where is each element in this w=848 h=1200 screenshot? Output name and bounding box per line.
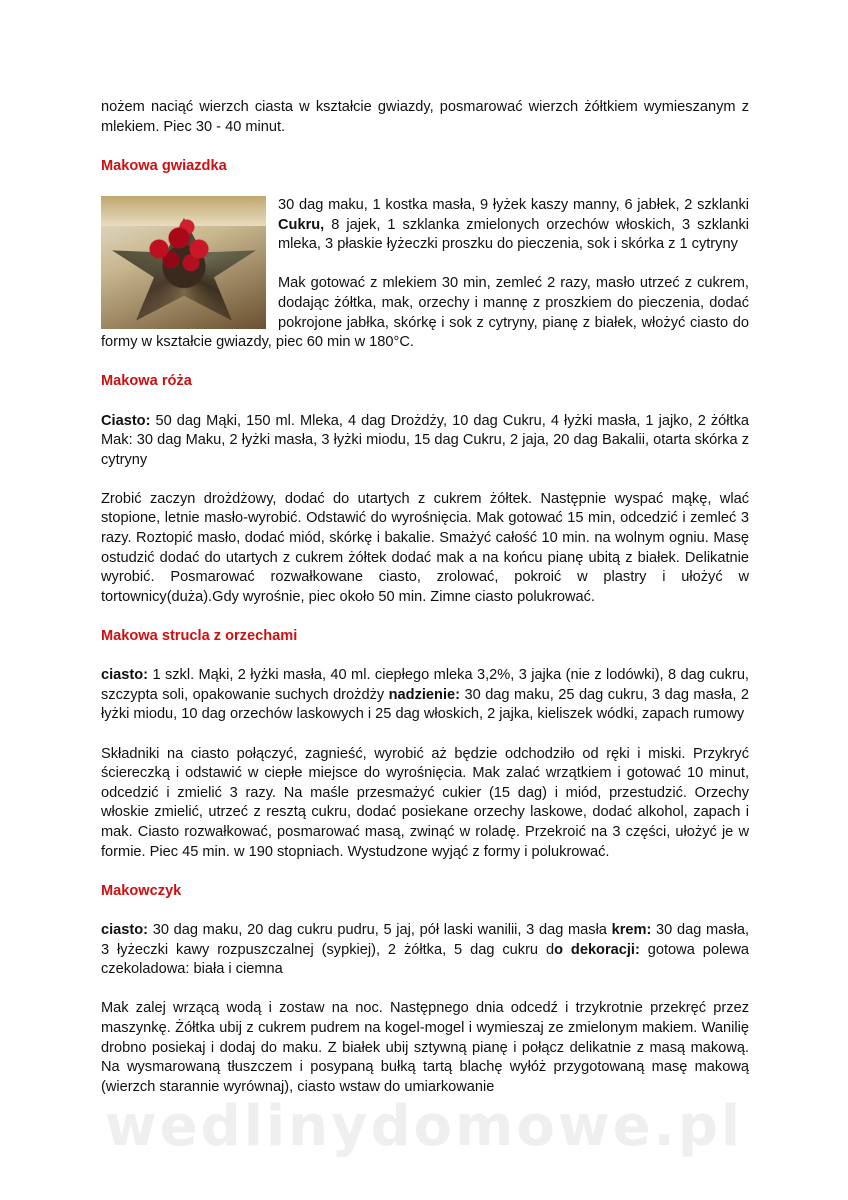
- intro-paragraph: nożem naciąć wierzch ciasta w kształcie gwiazdy, posmarować wierzch żółtkiem wymieszanym z mlekiem. Piec 30 - 40 minut.: [101, 99, 749, 135]
- makowa-strucla-method: Składniki na ciasto połączyć, zagnieść, wyrobić aż będzie odchodziło od ręki i miski. Przykryć ściereczką i odstawić w ciepłe miejsce do wyrośnięcia. Mak zalać wrzątkiem i gotować 10 minut, odcedzić i zmielić 3 razy. Na maśle przesmażyć cukier (15 dag) i miód, przestudzić. Orzechy włoskie zmielić, utrzeć z resztą cukru, dodać posiekane orzechy laskowe, dodać alkohol, zapach i mak. Ciasto rozwałkować, posmarować masą, zwinąć w roladę. Przekroić na 3 części, ułożyć je w formie. Piec 45 min. w 190 stopniach. Wystudzone wyjąć z formy i polukrować.: [101, 745, 749, 860]
- makowa-gwiazdka-ingredients: 30 dag maku, 1 kostka masła, 9 łyżek kaszy manny, 6 jabłek, 2 szklanki Cukru, 8 jajek, 1 szklanka zmielonych orzechów włoskich, 3 szklanki mleka, 3 płaskie łyżeczki proszku do pieczenia, sok i skórka z 1 cytryny: [278, 196, 749, 253]
- recipe-title-makowa-roza: Makowa róża: [101, 373, 192, 390]
- document-page: [101, 98, 749, 1097]
- recipe-title-makowa-strucla: Makowa strucla z orzechami: [101, 628, 298, 645]
- makowa-roza-method: Zrobić zaczyn drożdżowy, dodać do utartych z cukrem żółtek. Następnie wyspać mąkę, wlać stopione, letnie masło-wyrobić. Odstawić do wyrośnięcia. Mak gotować 15 min, odcedzić i zemleć 3 razy. Roztopić masło, dodać miód, skórkę i bakalie. Smażyć całość 10 min. na wolnym ogniu. Masę ostudzić dodać do utartych z cukrem żółtek dodać mak a na końcu pianę ubitą z białek. Delikatnie wyrobić. Posmarować rozwałkowane ciasto, zrolować, pokroić w plastry i ułożyć w tortownicy(duża).Gdy wyrośnie, piec około 50 min. Zimne ciasto polukrować.: [101, 490, 749, 605]
- makowa-roza-ingredients: Ciasto: 50 dag Mąki, 150 ml. Mleka, 4 dag Drożdży, 10 dag Cukru, 4 łyżki masła, 1 jajko, 2 żółtka Mak: 30 dag Maku, 2 łyżki masła, 3 łyżki miodu, 15 dag Cukru, 2 jaja, 20 dag Bakalii, otarta skórka z cytryny: [101, 412, 749, 468]
- makowczyk-ingredients: ciasto: 30 dag maku, 20 dag cukru pudru, 5 jaj, pół laski wanilii, 3 dag masła krem: 30 dag masła, 3 łyżeczki kawy rozpuszczalnej (sypkiej), 2 żółtka, 5 dag cukru do dekoracji: gotowa polewa czekoladowa: biała i ciemna: [101, 921, 749, 978]
- recipe-title-makowczyk: Makowczyk: [101, 882, 182, 899]
- makowczyk-method: Mak zalej wrzącą wodą i zostaw na noc. Następnego dnia odcedź i trzykrotnie przekręć przez maszynkę. Żółtka ubij z cukrem pudrem na kogel-mogel i wymieszaj ze zmielonym makiem. Wanilię drobno posiekaj i dodaj do maku. Z białek ubij sztywną pianę i połącz delikatnie z masą makową. Na wysmarowaną tłuszczem i posypaną bułką tartą blachę wyłóż przygotowaną masę makową (wierzch starannie wyrównaj), ciasto wstaw do umiarkowanie: [101, 1000, 749, 1095]
- site-watermark: wedlinydomowe.pl: [104, 1094, 744, 1159]
- poppy-star-cake-photo: [101, 196, 266, 329]
- makowa-strucla-ingredients: ciasto: 1 szkl. Mąki, 2 łyżki masła, 40 ml. ciepłego mleka 3,2%, 3 jajka (nie z lodówki), 8 dag cukru, szczypta soli, opakowanie suchych drożdży nadzienie: 30 dag maku, 25 dag cukru, 3 dag masła, 2 łyżki miodu, 10 dag orzechów laskowych i 25 dag włoskich, 2 jajka, kieliszek wódki, zapach rumowy: [101, 667, 749, 723]
- recipe-title-makowa-gwiazdka: Makowa gwiazdka: [101, 157, 227, 174]
- makowa-gwiazdka-method: Mak gotować z mlekiem 30 min, zemleć 2 razy, masło utrzeć z cukrem, dodając żółtka, mak, orzechy i mannę z proszkiem do pieczenia, dodać pokrojone jabłka, skórkę i sok z cytryny, pianę z białek, włożyć ciasto do formy w kształcie gwiazdy, piec 60 min w 180°C.: [101, 275, 749, 351]
